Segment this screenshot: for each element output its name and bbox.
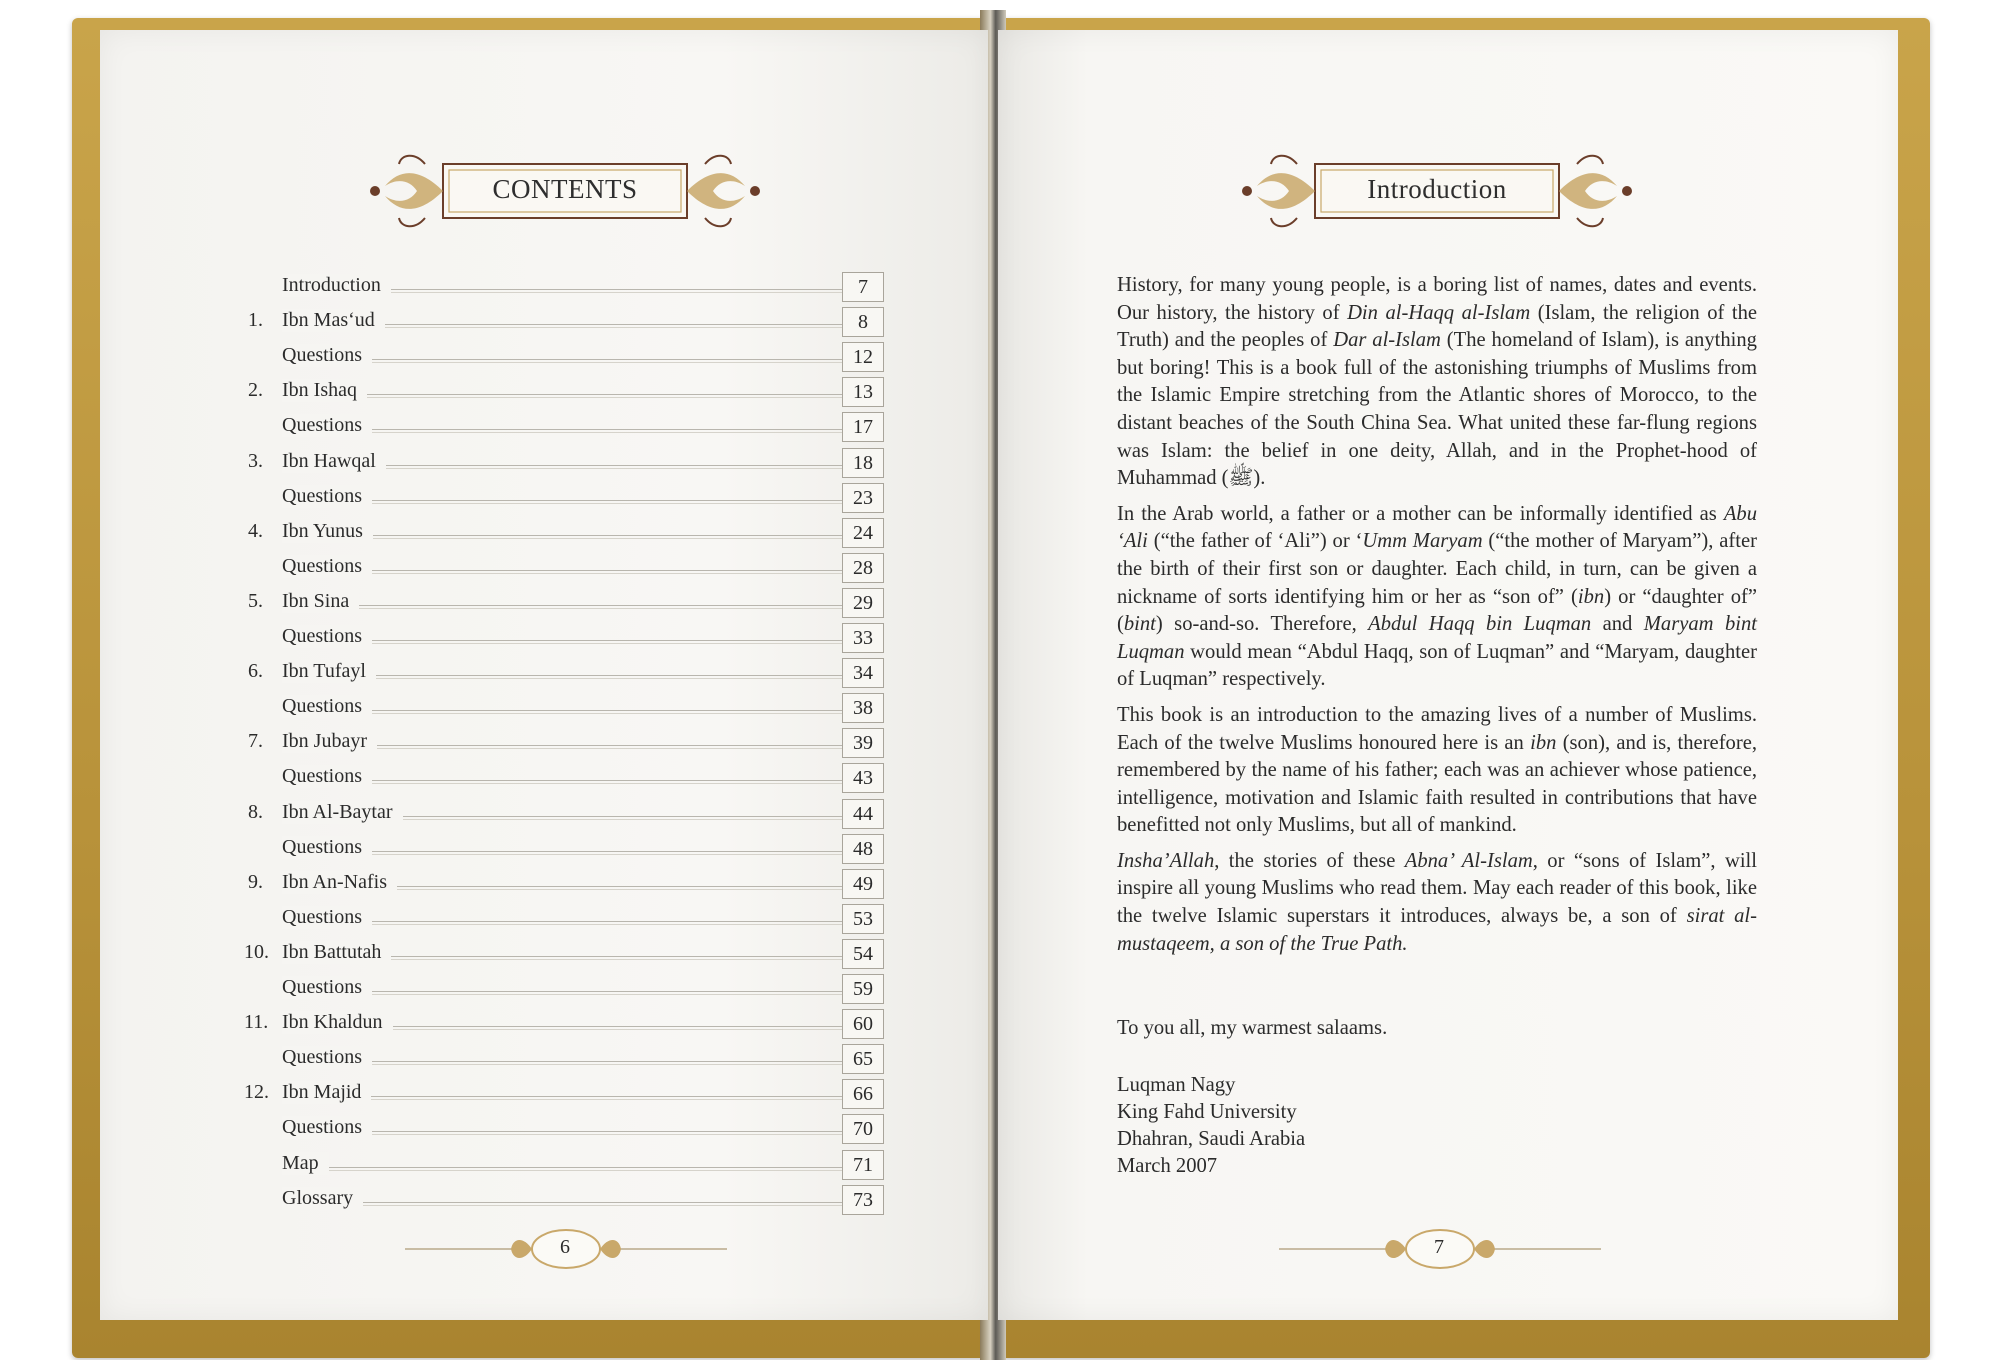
introduction-body — [1117, 272, 1757, 966]
toc-label: Questions — [282, 1116, 372, 1139]
toc-page-number: 44 — [842, 799, 884, 829]
toc-row — [248, 728, 884, 763]
toc-page-number: 18 — [842, 448, 884, 478]
toc-page-number: 34 — [842, 658, 884, 688]
toc-label: Glossary — [282, 1187, 363, 1210]
toc-row — [248, 1150, 884, 1185]
toc-row — [248, 483, 884, 518]
toc-leader-line — [282, 1202, 842, 1203]
toc-number: 12. — [244, 1081, 269, 1104]
toc-page-number: 24 — [842, 518, 884, 548]
intro-paragraph: In the Arab world, a father or a mother can be informally identified as Abu ‘Ali (“the father of ‘Ali”) or ‘Umm Maryam (“the mother of Maryam”), after the birth of their first son or daughter. Each child, in turn, can be given a nickname of sorts identifying him or her as “son of” (ibn) or “daughter of” (bint) so-and-so. Therefore, Abdul Haqq bin Luqman and Maryam bint Luqman would mean “Abdul Haqq, son of Luqman” and “Maryam, daughter of Luqman” respectively. — [1117, 502, 1757, 691]
toc-number: 10. — [244, 940, 269, 963]
toc-label: Map — [282, 1152, 329, 1175]
toc-page-number: 60 — [842, 1009, 884, 1039]
toc-label: Ibn An-Nafis — [282, 871, 397, 894]
toc-label: Questions — [282, 414, 372, 437]
toc-row — [248, 342, 884, 377]
toc-row — [248, 658, 884, 693]
toc-page-number: 33 — [842, 623, 884, 653]
toc-number: 11. — [244, 1011, 269, 1034]
toc-label: Questions — [282, 976, 372, 999]
contents-title: CONTENTS — [492, 174, 638, 204]
toc-leader-line — [282, 1167, 842, 1168]
toc-number: 1. — [248, 309, 263, 332]
toc-row — [248, 272, 884, 307]
toc-label: Questions — [282, 485, 372, 508]
page-number-left: 6 — [560, 1236, 570, 1258]
intro-paragraph: This book is an introduction to the amazing lives of a number of Muslims. Each of the twelve Muslims honoured here is an ibn (son), and is, therefore, remembered by the name of his father; each was an achiever whose patience, intelligence, motivation and Islamic faith resulted in contributions that have benefitted not only Muslims, but all of mankind. — [1117, 703, 1757, 837]
toc-label: Ibn Yunus — [282, 520, 373, 543]
signature-line: Luqman Nagy — [1117, 1074, 1236, 1096]
toc-number: 5. — [248, 589, 263, 612]
toc-label: Ibn Mas‘ud — [282, 309, 385, 332]
introduction-title: Introduction — [1367, 174, 1507, 204]
toc-page-number: 53 — [842, 904, 884, 934]
toc-label: Questions — [282, 1046, 372, 1069]
toc-page-number: 59 — [842, 974, 884, 1004]
signature-line: King Fahd University — [1117, 1101, 1297, 1123]
toc-row — [248, 553, 884, 588]
toc-number: 7. — [248, 730, 263, 753]
toc-row — [248, 834, 884, 869]
toc-page-number: 28 — [842, 553, 884, 583]
page-number-ornament-right — [1279, 1226, 1601, 1272]
toc-label: Ibn Al-Baytar — [282, 801, 403, 824]
toc-page-number: 48 — [842, 834, 884, 864]
toc-row — [248, 869, 884, 904]
toc-page-number: 12 — [842, 342, 884, 372]
toc-label: Introduction — [282, 274, 391, 297]
toc-row — [244, 1079, 884, 1114]
toc-label: Ibn Sina — [282, 590, 359, 613]
toc-page-number: 65 — [842, 1044, 884, 1074]
toc-label: Ibn Ishaq — [282, 379, 367, 402]
toc-page-number: 29 — [842, 588, 884, 618]
toc-page-number: 71 — [842, 1150, 884, 1180]
toc-page-number: 17 — [842, 412, 884, 442]
toc-row — [248, 693, 884, 728]
toc-number: 8. — [248, 800, 263, 823]
toc-label: Questions — [282, 344, 372, 367]
toc-page-number: 8 — [842, 307, 884, 337]
closing-line: To you all, my warmest salaams. — [1117, 1017, 1388, 1039]
toc-row — [248, 904, 884, 939]
page-number-right: 7 — [1434, 1236, 1444, 1258]
signature-line: Dhahran, Saudi Arabia — [1117, 1128, 1306, 1150]
toc-row — [248, 448, 884, 483]
toc-label: Questions — [282, 765, 372, 788]
signature-line: March 2007 — [1117, 1155, 1218, 1177]
toc-row — [248, 799, 884, 834]
toc-row — [244, 939, 884, 974]
introduction-heading-ornament — [1237, 148, 1637, 234]
toc-number: 2. — [248, 379, 263, 402]
toc-row — [248, 518, 884, 553]
toc-page-number: 66 — [842, 1079, 884, 1109]
toc-leader-line — [282, 1170, 842, 1171]
toc-leader-line — [282, 1205, 842, 1206]
toc-label: Questions — [282, 555, 372, 578]
toc-page-number: 49 — [842, 869, 884, 899]
toc-page-number: 54 — [842, 939, 884, 969]
toc-page-number: 38 — [842, 693, 884, 723]
toc-label: Ibn Hawqal — [282, 450, 386, 473]
toc-row — [248, 588, 884, 623]
toc-label: Questions — [282, 695, 372, 718]
toc-page-number: 13 — [842, 377, 884, 407]
page-number-ornament-left — [405, 1226, 727, 1272]
toc-row — [248, 1114, 884, 1149]
toc-page-number: 23 — [842, 483, 884, 513]
toc-row — [248, 763, 884, 798]
contents-heading-ornament — [365, 148, 765, 234]
toc-number: 6. — [248, 660, 263, 683]
toc-row — [248, 1185, 884, 1220]
toc-row — [248, 974, 884, 1009]
toc-leader-line — [282, 605, 842, 606]
toc-number: 3. — [248, 449, 263, 472]
toc-row — [248, 623, 884, 658]
signature-block — [1117, 1072, 1305, 1180]
toc-page-number: 39 — [842, 728, 884, 758]
intro-paragraph: History, for many young people, is a boring list of names, dates and events. Our history, the history of Din al-Haqq al-Islam (Islam, the religion of the Truth) and the peoples of Dar al-Islam (The homeland of Islam), is anything but boring! This is a book full of the astonishing triumphs of Muslims from the Islamic Empire stretching from the Atlantic shores of Morocco, to the distant beaches of the South China Sea. What united these far-flung regions was Islam: the belief in one deity, Allah, and in the Prophet-hood of Muhammad (ﷺ). — [1117, 274, 1758, 490]
toc-leader-line — [282, 608, 842, 609]
toc-label: Ibn Majid — [282, 1081, 371, 1104]
toc-label: Questions — [282, 906, 372, 929]
toc-label: Ibn Khaldun — [282, 1011, 393, 1034]
toc-row — [244, 1009, 884, 1044]
toc-row — [248, 307, 884, 342]
toc-number: 9. — [248, 870, 263, 893]
toc-row — [248, 1044, 884, 1079]
toc-label: Questions — [282, 625, 372, 648]
toc-label: Ibn Tufayl — [282, 660, 376, 683]
toc-row — [248, 377, 884, 412]
toc-page-number: 7 — [842, 272, 884, 302]
toc-row — [248, 412, 884, 447]
toc-page-number: 70 — [842, 1114, 884, 1144]
toc-label: Ibn Jubayr — [282, 730, 377, 753]
toc-label: Questions — [282, 836, 372, 859]
toc-label: Ibn Battutah — [282, 941, 391, 964]
intro-paragraph: Insha’Allah, the stories of these Abna’ Al-Islam, or “sons of Islam”, will inspire all young Muslims who read them. May each reader of this book, like the twelve Islamic superstars it introduces, always be, a son of sirat al-mustaqeem, a son of the True Path. — [1117, 849, 1757, 955]
toc-page-number: 73 — [842, 1185, 884, 1215]
toc-number: 4. — [248, 519, 263, 542]
toc-page-number: 43 — [842, 763, 884, 793]
